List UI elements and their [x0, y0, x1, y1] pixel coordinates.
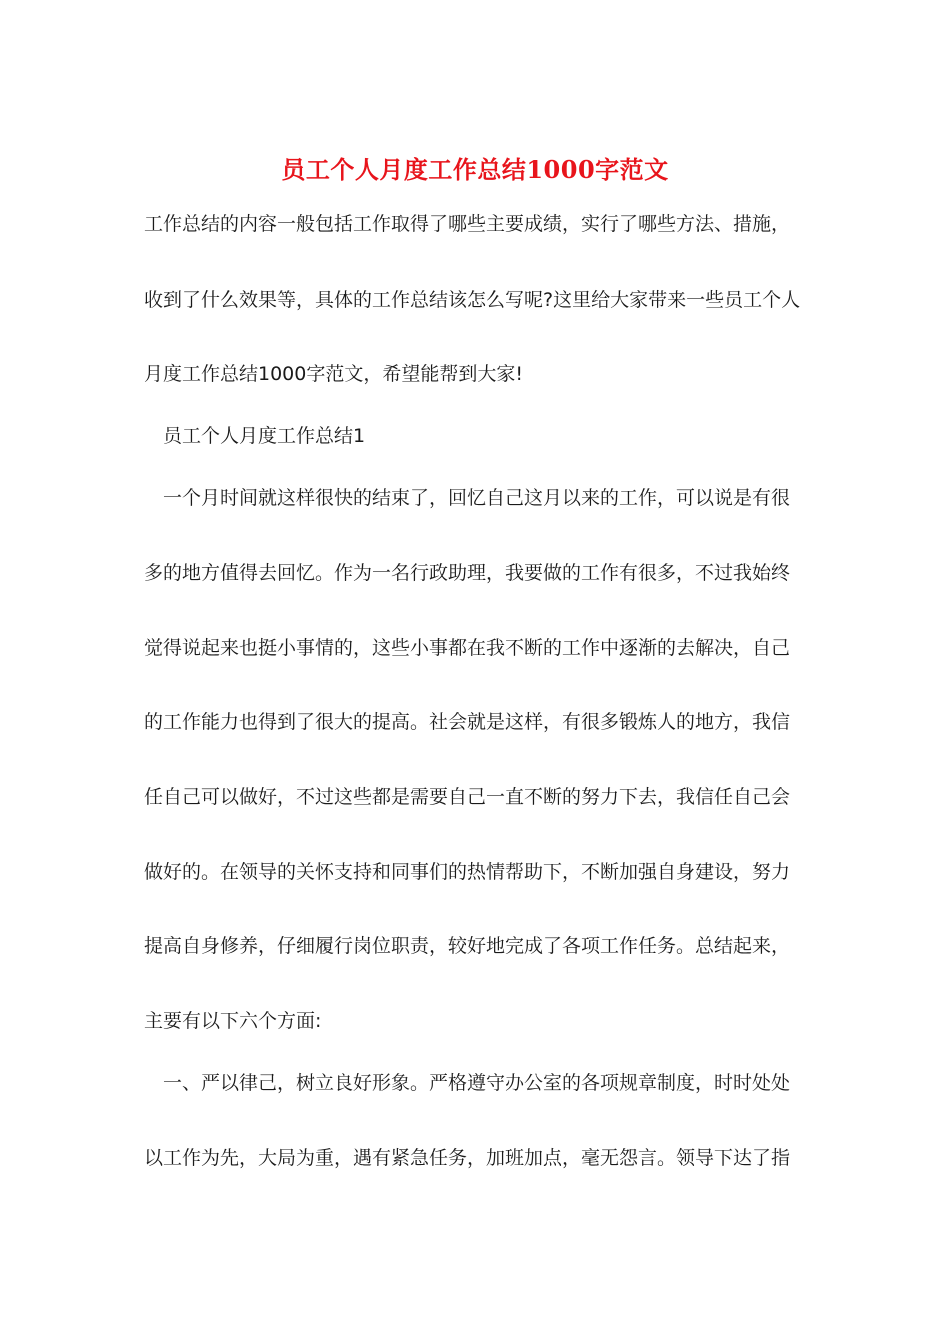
point-one-line-1: 一、严以律己，树立良好形象。严格遵守办公室的各项规章制度，时时处处: [163, 1072, 791, 1094]
body-line-5: 任自己可以做好，不过这些都是需要自己一直不断的努力下去，我信任自己会: [144, 786, 791, 808]
body-line-3: 觉得说起来也挺小事情的，这些小事都在我不断的工作中逐渐的去解决，自己: [144, 637, 791, 659]
document-title: 员工个人月度工作总结1000字范文: [281, 155, 669, 184]
section-heading: 员工个人月度工作总结1: [163, 425, 366, 447]
intro-line-3: 月度工作总结1000字范文，希望能帮到大家!: [144, 363, 523, 385]
body-line-8: 主要有以下六个方面:: [144, 1010, 322, 1032]
body-line-7: 提高自身修养，仔细履行岗位职责，较好地完成了各项工作任务。总结起来，: [144, 935, 791, 957]
body-line-1: 一个月时间就这样很快的结束了，回忆自己这月以来的工作，可以说是有很: [163, 487, 791, 509]
intro-line-1: 工作总结的内容一般包括工作取得了哪些主要成绩，实行了哪些方法、措施，: [144, 213, 791, 235]
intro-line-2: 收到了什么效果等，具体的工作总结该怎么写呢?这里给大家带来一些员工个人: [144, 289, 801, 311]
body-line-2: 多的地方值得去回忆。作为一名行政助理，我要做的工作有很多，不过我始终: [144, 562, 791, 584]
body-line-4: 的工作能力也得到了很大的提高。社会就是这样，有很多锻炼人的地方，我信: [144, 711, 791, 733]
point-one-line-2: 以工作为先，大局为重，遇有紧急任务，加班加点，毫无怨言。领导下达了指: [144, 1147, 791, 1169]
body-line-6: 做好的。在领导的关怀支持和同事们的热情帮助下，不断加强自身建设，努力: [144, 861, 791, 883]
